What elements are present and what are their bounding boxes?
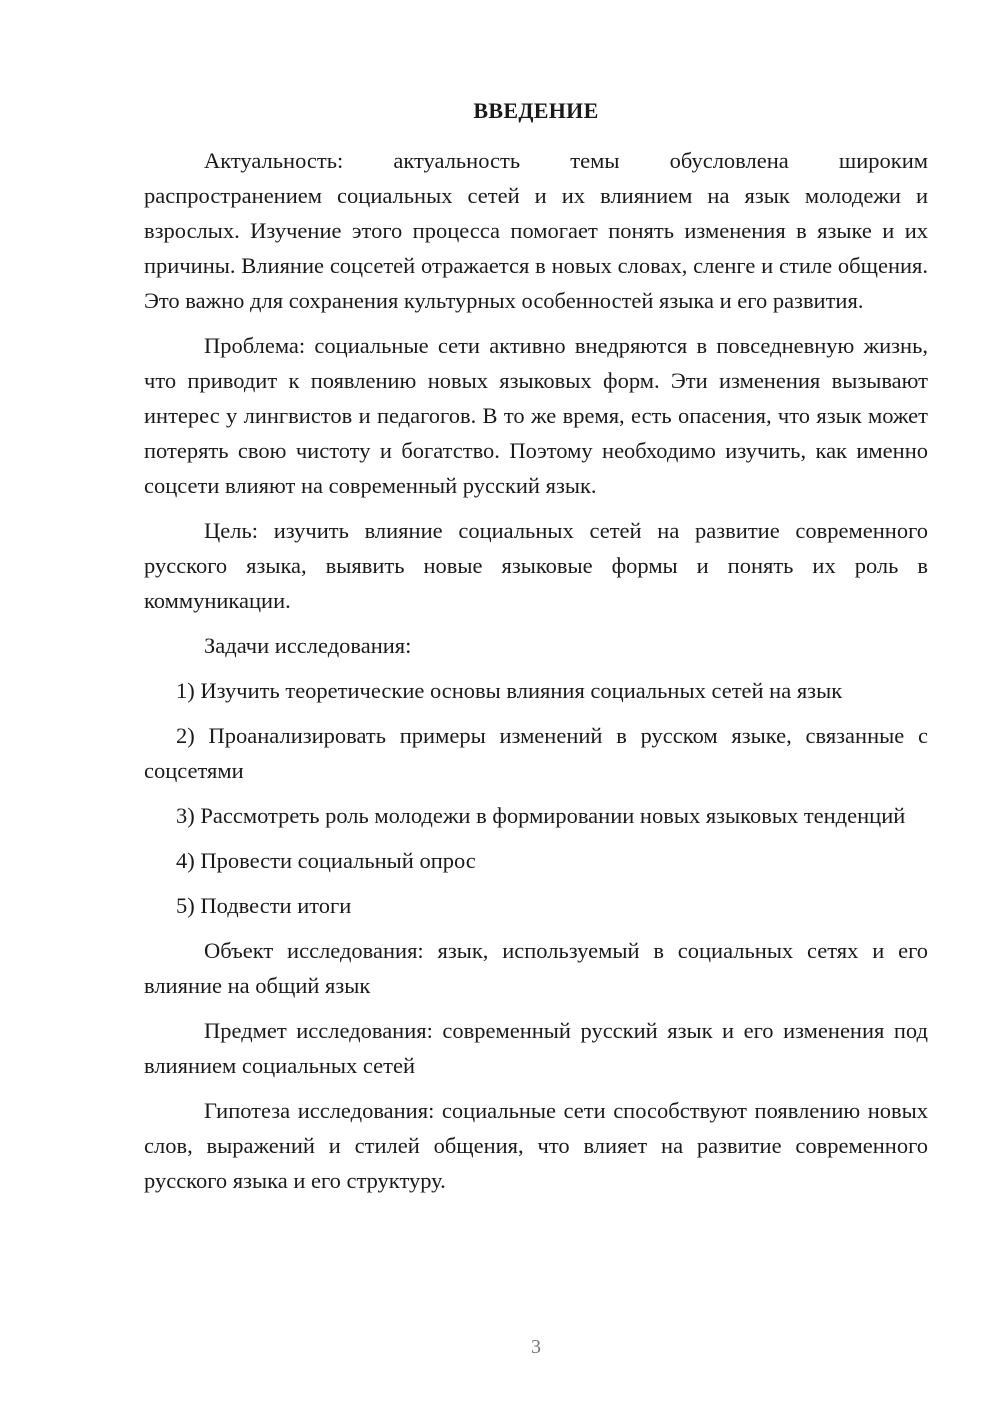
page-title: ВВЕДЕНИЕ [473, 98, 599, 123]
hypothesis-paragraph: Гипотеза исследования: социальные сети способствуют появлению новых слов, выражений и стилей общения, что влияет на развитие современного русского языка и его структуру. [144, 1098, 928, 1193]
relevance-paragraph: Актуальность: актуальность темы обусловлена широким распространением социальных сетей и их влиянием на язык молодежи и взрослых. Изучение этого процесса помогает понять изменения в языке и их причины. Влияние соцсетей отражается в новых словах, сленге и стиле общения. Это важно для сохранения культурных особенностей языка и его развития. [144, 148, 928, 313]
task-item-4: 4) Провести социальный опрос [176, 848, 476, 873]
task-item-2: 2) Проанализировать примеры изменений в русском языке, связанные с соцсетями [144, 723, 928, 783]
object-paragraph: Объект исследования: язык, используемый в социальных сетях и его влияние на общий язык [144, 938, 928, 998]
document-body [144, 143, 928, 1208]
problem-paragraph: Проблема: социальные сети активно внедряются в повседневную жизнь, что приводит к появлению новых языковых форм. Эти изменения вызывают интерес у лингвистов и педагогов. В то же время, есть опасения, что язык может потерять свою чистоту и богатство. Поэтому необходимо изучить, как именно соцсети влияют на современный русский язык. [144, 333, 928, 498]
task-item-1: 1) Изучить теоретические основы влияния социальных сетей на язык [176, 678, 843, 703]
subject-paragraph: Предмет исследования: современный русский язык и его изменения под влиянием социальных сетей [144, 1018, 928, 1078]
task-item-5: 5) Подвести итоги [176, 893, 352, 918]
goal-paragraph: Цель: изучить влияние социальных сетей на развитие современного русского языка, выявить новые языковые формы и понять их роль в коммуникации. [144, 518, 928, 613]
tasks-heading: Задачи исследования: [204, 633, 412, 658]
task-item-3: 3) Рассмотреть роль молодежи в формировании новых языковых тенденций [176, 803, 906, 828]
page-number: 3 [531, 1336, 541, 1358]
